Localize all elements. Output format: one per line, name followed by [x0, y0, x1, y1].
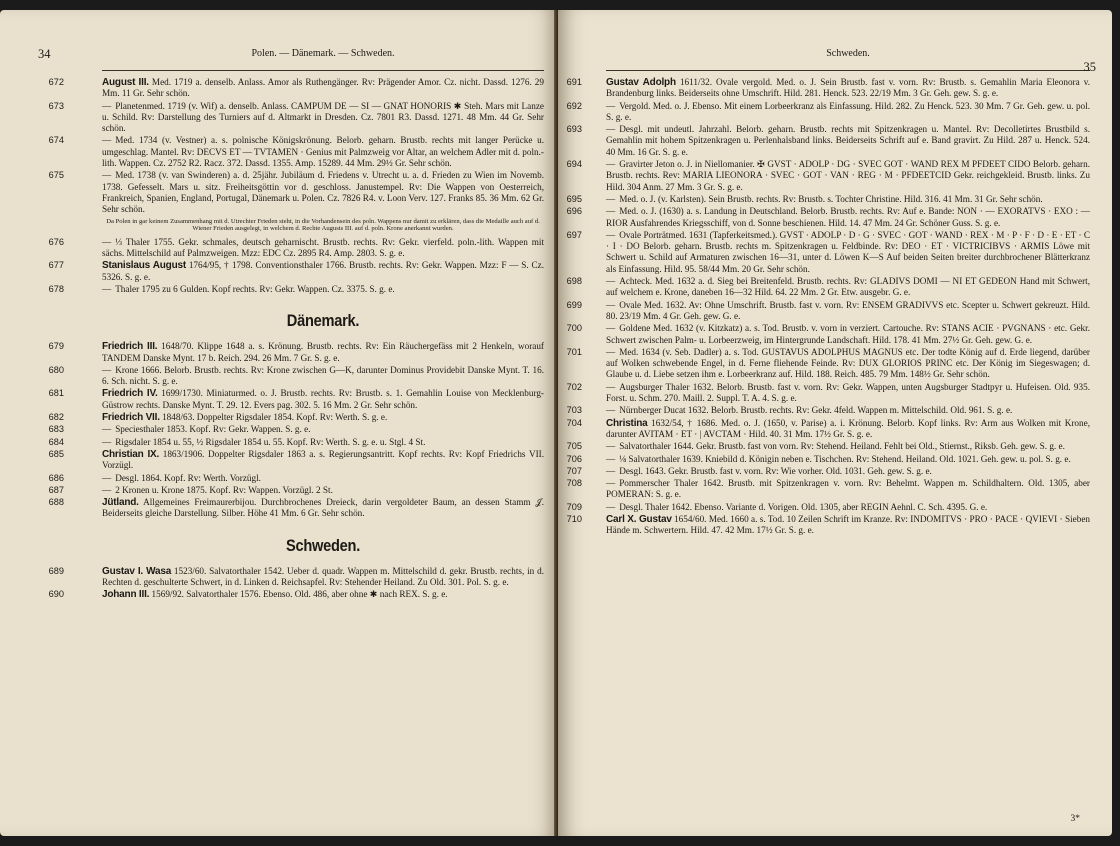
ditto-dash: —: [606, 124, 616, 135]
entry-text: Med. 1738 (v. van Swinderen) a. d. 25jähr. Jubiläum d. Friedens v. Utrecht u. a. d. Frieden zu Wien im Novemb. 1738. Gefesselt. Mars u. sitz. Freiheitsgöttin vor d. geschloss. Janustempel. Rv: Die Wappen von Oesterreich, Frankreich, Spanien, England, Portugal, Dänemark u. Polen. Cz. 7826 R4. v. Loon Verv. 127. Franks 85. 36 Mm. 62 Gr. Sehr schön.: [102, 170, 544, 215]
ditto-dash: —: [102, 472, 112, 483]
entry-number: 690: [48, 589, 64, 600]
ditto-dash: —: [606, 346, 616, 357]
catalog-entry: [566, 276, 1090, 299]
entry-number: 702: [566, 381, 582, 392]
entry-number: 678: [48, 283, 64, 294]
entry-number: 699: [566, 299, 582, 310]
ruler-name: Stanislaus August: [102, 260, 186, 272]
entry-number: 688: [48, 497, 64, 508]
section-heading-schweden: Schweden.: [285, 535, 361, 555]
entry-text: 1863/1906. Doppelter Rigsdaler 1863 a. s. Regierungsantritt. Kopf rechts. Rv: Kopf Friedrichs VII. Vorzügl.: [102, 448, 545, 471]
ditto-dash: —: [606, 441, 616, 452]
catalog-entry: [566, 501, 1090, 513]
ditto-dash: —: [606, 501, 616, 512]
entry-text: Med. 1634 (v. Seb. Dadler) a. s. Tod. GUSTAVUS ADOLPHUS MAGNUS etc. Der todte König auf d. Erde liegend, darüber auf Wolken schwebende Engel, in d. Ferne fliehende Feinde. Rv: DUX GLORIOS PRINC etc. Der König im Siegeswagen; d. Glaube u. d. Liebe setzen ihm e. Lorbeerkranz auf. Hild. 188. Reich. 485. 79 Mm. 148½ Gr. Sehr schön.: [606, 346, 1090, 380]
entry-text: 1632/54, † 1686. Med. o. J. (1650, v. Parise) a. i. Krönung. Belorb. Kopf links. Rv: Arm aus Wolken mit Krone, darunter AVITAM · ET · | AVCTAM · Hild. 40. 31 Mm. 17½ Gr. S. g. e.: [606, 417, 1090, 439]
catalog-entry: [566, 229, 1090, 275]
ruler-name: Jütland.: [102, 497, 139, 509]
ditto-dash: —: [102, 424, 112, 435]
catalog-entry: [48, 341, 544, 364]
catalog-entry: [48, 448, 545, 472]
entry-number: 705: [566, 441, 582, 452]
entry-text: Planetenmed. 1719 (v. Wif) a. denselb. Anlass. CAMPUM DE — SI — GNAT HONORIS ✱ Steh. Mars mit Lanze u. Schild. Rv: Darstellung des Turniers auf d. Altmarkt in Dresden. Cz. 7801 R3. Dassd. 1271. 48 Mm. 44 Gr. Sehr schön.: [102, 100, 544, 134]
catalog-entry: [48, 364, 544, 388]
catalog-entry: [566, 346, 1090, 381]
catalog-entry: [48, 412, 544, 424]
entry-list: [48, 341, 545, 519]
entry-text: Med. o. J. (1630) a. s. Landung in Deutschland. Belorb. Brustb. rechts. Rv: Auf e. Bande: NON · — EXORATVS · EXO : — RIOR Ausfahrendes Kriegsschiff, von d. Sonne beschienen. Hild. 14. 47 Mm. 24 Gr. Schöner Guss. S. g. e.: [606, 206, 1090, 228]
ruler-name: Gustav I. Wasa: [102, 565, 172, 577]
entry-number: 689: [48, 565, 64, 576]
entry-text: Ovale Porträtmed. 1631 (Tapferkeitsmed.). GVST · ADOLP · D · G · SVEC · GOT · WAND · REX · M · P · F · D · E · ET · C · I · DO Belorb. geharn. Brustb. rechts m. Spitzenkragen u. Feldbinde. Rv: DEO · ET · VICTRICIBVS · ARMIS Löwe mit Schwert u. Schild auf Armaturen zwischen 16—31, unter d. Löwen K—S Auf beiden Seiten breiter durchbrochener Blätterkranz als Einfassung. Hild. 95. 58/44 Mm. 20 Gr. Sehr schön.: [606, 229, 1090, 274]
entry-text: Speciesthaler 1853. Kopf. Rv: Gekr. Wappen. S. g. e.: [115, 424, 311, 435]
catalog-entry: [566, 193, 1090, 205]
right-page-number: 35: [1083, 60, 1096, 74]
catalog-entry: [48, 135, 544, 169]
catalog-entry: [48, 424, 544, 435]
header-rule: [606, 70, 1090, 71]
entry-text: Desgl. mit undeutl. Jahrzahl. Belorb. geharn. Brustb. rechts mit Spitzenkragen u. Mantel. Rv: Decolletirtes Brustbild s. Gemahlin mit hohem Spitzenkragen u. Perlenhalsband links. Beiderseits Schrift auf e. Band gravirt. Zu Hild. 287 u. Henck. 524. 40 Mm. 16 Gr. S. g. e.: [606, 124, 1090, 157]
catalog-entry: [566, 124, 1090, 158]
ditto-dash: —: [606, 100, 616, 111]
entry-number: 684: [48, 436, 64, 447]
entry-number: 704: [566, 417, 582, 428]
catalog-entry: [566, 323, 1090, 346]
entry-text: Desgl. 1643. Gekr. Brustb. fast v. vorn. Rv: Wie vorher. Old. 1031. Geh. gew. S. g. e.: [619, 465, 932, 476]
entry-number: 703: [566, 405, 582, 416]
ruler-name: Johann III.: [102, 589, 150, 601]
ditto-dash: —: [606, 276, 616, 287]
entry-number: 709: [566, 501, 582, 512]
catalog-entry: [48, 484, 544, 496]
catalog-entry: [566, 299, 1090, 323]
entry-number: 673: [48, 100, 64, 111]
ruler-name: Christian IX.: [102, 448, 160, 460]
catalog-entry: [48, 260, 545, 283]
catalog-entry: [48, 472, 544, 484]
entry-number: 691: [566, 77, 582, 87]
catalog-entry: [48, 565, 544, 589]
entry-text: Thaler 1795 zu 6 Gulden. Kopf rechts. Rv: Gekr. Wappen. Cz. 3375. S. g. e.: [115, 283, 395, 294]
catalog-entry: [566, 100, 1090, 124]
entry-number: 676: [48, 236, 64, 247]
catalog-entry: [566, 478, 1090, 501]
entry-text: Med. o. J. (v. Karlsten). Sein Brustb. rechts. Rv: Brustb. s. Tochter Christine. Hild. 316. 41 Mm. 31 Gr. Sehr schön.: [619, 193, 1043, 204]
entry-text: Desgl. 1864. Kopf. Rv: Werth. Vorzügl.: [115, 472, 261, 483]
catalog-entry: [48, 497, 544, 520]
entry-number: 672: [48, 77, 64, 87]
entry-number: 707: [566, 465, 582, 476]
catalog-entry: [566, 453, 1090, 465]
entry-number: 696: [566, 206, 582, 217]
ditto-dash: —: [102, 364, 112, 375]
ruler-name: Friedrich III.: [102, 341, 158, 353]
catalog-entry: [566, 206, 1090, 229]
entry-number: 701: [566, 346, 582, 357]
entry-text: Desgl. Thaler 1642. Ebenso. Variante d. Vorigen. Old. 1305, aber REGIN Aehnl. C. Sch. 4395. G. e.: [619, 501, 988, 512]
entry-text: Rigsdaler 1854 u. 55, ½ Rigsdaler 1854 u. 55. Kopf. Rv: Werth. S. g. e. u. Stgl. 4 St.: [115, 436, 426, 447]
entry-number: 687: [48, 484, 64, 495]
catalog-entry: [566, 465, 1090, 477]
ditto-dash: —: [606, 229, 616, 240]
catalog-entry: [566, 417, 1090, 441]
entry-number: 697: [566, 229, 582, 240]
entry-text: Achteck. Med. 1632 a. d. Sieg bei Breitenfeld. Brustb. rechts. Rv: GLADIVS DOMI — NI ET GEDEON Hand mit Schwert, auf welchem e. Krone, daneben 16—32 Hild. 64. 22 Mm. 2 Gr. Etw. ausgebr. G. e.: [606, 276, 1090, 298]
entry-text: 1569/92. Salvatorthaler 1576. Ebenso. Old. 486, aber ohne ✱ nach REX. S. g. e.: [151, 589, 448, 600]
entry-number: 695: [566, 193, 582, 204]
signature-mark: 3*: [1070, 814, 1080, 824]
entry-number: 683: [48, 424, 64, 435]
entry-number: 686: [48, 472, 64, 483]
ditto-dash: —: [606, 465, 616, 476]
entry-text: Augsburger Thaler 1632. Belorb. Brustb. fast v. vorn. Rv: Gekr. Wappen, unten Augsburger Stadtpyr u. Hufeisen. Old. 935. Forst. u. Schm. 270. Maill. 2. Suppl. T. A. 4. S. g. e.: [606, 381, 1090, 404]
catalog-entry: [48, 589, 544, 601]
entry-list: [566, 77, 1091, 537]
catalog-entry: [48, 100, 544, 135]
entry-number: 681: [48, 388, 64, 399]
entry-text: Salvatorthaler 1644. Gekr. Brustb. fast von vorn. Rv: Stehend. Heiland. Fehlt bei Old., Stiernst., Riksb. Geh. gew. S. g. e.: [619, 441, 1065, 452]
entry-number: 700: [566, 323, 582, 334]
entry-number: 710: [566, 513, 582, 524]
entry-text: ⅓ Thaler 1755. Gekr. schmales, deutsch geharnischt. Brustb. rechts. Rv: Gekr. vierfeld. poln.-lith. Wappen mit sächs. Mittelschild auf Palmzweigen. Mzz: EDC Cz. 2895 R4. Amp. 2803. S. g. e.: [102, 236, 544, 259]
ditto-dash: —: [102, 283, 112, 294]
footnote: Da Polen in gar keinem Zusammenhang mit d. Utrechter Frieden steht, in die Vorhandensein des poln. Wappens nur damit zu erklären, dass die Medaille auch auf d. Wiener Frieden ausgelegt, in welchem d. Rechte Augusts III. auf d. poln. Krone anerkannt wurden.: [106, 217, 540, 233]
catalog-entry: [48, 170, 544, 215]
entry-number: 677: [48, 260, 64, 271]
ditto-dash: —: [606, 323, 616, 334]
entry-list: [48, 77, 544, 216]
entry-text: Med. 1719 a. denselb. Anlass. Amor als Ruthengänger. Rv: Prägender Amor. Cz. nicht. Dassd. 1276. 29 Mm. 11 Gr. Sehr schön.: [102, 77, 544, 99]
entry-text: Med. 1734 (v. Vestner) a. s. polnische Königskrönung. Belorb. geharn. Brustb. rechts mit langer Perücke u. umgeschlag. Mantel. Rv: DECVS ET — TVTAMEN · Genius mit Palmzweig vor Altar, an welchem Adler mit d. poln.-lith. Wappen. Cz. 2752 R2. Racz. 372. Dassd. 1355. Amp. 15289. 44 Mm. 29½ Gr. Sehr schön.: [102, 135, 544, 169]
entry-number: 706: [566, 453, 582, 464]
catalog-entry: [566, 159, 1090, 193]
entry-list: [48, 565, 544, 601]
section-heading-danemark: Dänemark.: [286, 311, 360, 331]
entry-text: Pommerscher Thaler 1642. Brustb. mit Spitzenkragen v. vorn. Rv: Behelmt. Wappen m. Schildhaltern. Old. 1305, aber POMERAN: S. g. e.: [606, 478, 1090, 500]
catalog-entry: [566, 77, 1090, 100]
entry-text: Ovale Med. 1632. Av: Ohne Umschrift. Brustb. fast v. vorn. Rv: ENSEM GRADIVVS etc. Scepter u. Schwert gekreuzt. Hild. 80. 23/19 Mm. 4 Gr. Geh. gew. G. e.: [606, 299, 1090, 321]
entry-number: 693: [566, 124, 582, 135]
catalog-entry: [566, 513, 1091, 537]
ditto-dash: —: [606, 159, 616, 170]
entry-text: 1523/60. Salvatorthaler 1542. Ueber d. quadr. Wappen m. Mittelschild d. gekr. Brustb. rechts, in d. Rechten d. geschulterte Schwert, in d. Linken d. Reichsapfel. Rv: Stehender Heiland. Zu Old. 301. Pol. S. g. e.: [102, 565, 544, 587]
ditto-dash: —: [102, 135, 112, 146]
ruler-name: Christina: [606, 417, 648, 429]
ditto-dash: —: [606, 453, 616, 464]
ruler-name: Friedrich IV.: [102, 388, 158, 400]
entry-number: 685: [48, 448, 64, 459]
entry-number: 682: [48, 412, 64, 423]
ditto-dash: —: [606, 478, 616, 489]
ruler-name: Gustav Adolph: [606, 77, 676, 88]
ditto-dash: —: [606, 405, 616, 416]
ditto-dash: —: [102, 100, 112, 111]
entry-number: 698: [566, 276, 582, 287]
catalog-entry: [566, 381, 1090, 405]
entry-number: 675: [48, 170, 64, 181]
catalog-entry: [566, 441, 1090, 452]
entry-text: 1654/60. Med. 1660 a. s. Tod. 10 Zeilen Schrift im Kranze. Rv: INDOMITVS · PRO · PACE · QVIEVI · Sieben Hände m. Schwertern. Hild. 47. 42 Mm. 17½ Gr. S. g. e.: [606, 513, 1091, 536]
entry-text: 1648/70. Klippe 1648 a. s. Krönung. Brustb. rechts. Rv: Ein Räuchergefäss mit 2 Henkeln, worauf TANDEM Danske Mynt. 17 b. Reich. 294. 26 Mm. 7 Gr. S. g. e.: [102, 341, 544, 363]
entry-text: Nürnberger Ducat 1632. Belorb. Brustb. rechts. Rv: Gekr. 4feld. Wappen m. Mittelschild. Old. 961. S. g. e.: [619, 405, 1013, 416]
catalog-entry: [48, 77, 544, 100]
left-running-head: [38, 47, 544, 66]
entry-text: Vergold. Med. o. J. Ebenso. Mit einem Lorbeerkranz als Einfassung. Hild. 282. Zu Henck. 523. 30 Mm. 7 Gr. Geh. gew. u. pol. S. g. e.: [606, 100, 1090, 122]
entry-text: ⅛ Salvatorthaler 1639. Kniebild d. Königin neben e. Tischchen. Rv: Stehend. Heiland. Old. 1021. Geh. gew. u. pol. S. g. e.: [619, 453, 1071, 464]
entry-number: 679: [48, 341, 64, 352]
entry-text: 1764/95, † 1798. Conventionsthaler 1766. Brustb. rechts. Rv: Gekr. Wappen. Mzz: F — S. Cz. 5326. S. g. e.: [102, 260, 545, 282]
ruler-name: Carl X. Gustav: [606, 513, 672, 525]
entry-list: [48, 236, 545, 295]
right-running-title: Schweden.: [826, 48, 870, 59]
ditto-dash: —: [102, 236, 112, 247]
catalog-entry: [48, 236, 544, 260]
entry-text: 1848/63. Doppelter Rigsdaler 1854. Kopf. Rv: Werth. S. g. e.: [162, 412, 388, 423]
catalog-entry: [48, 436, 544, 448]
entry-text: 1699/1730. Miniaturmed. o. J. Brustb. rechts. Rv: Brustb. s. 1. Gemahlin Louise von Mecklenburg-Güstrow rechts. Danske Mynt. T. 29. 12. Evers pag. 302. 5. 16 Mm. 2 Gr. Sehr schön.: [102, 388, 544, 410]
ditto-dash: —: [606, 193, 616, 204]
entry-number: 680: [48, 364, 64, 375]
ditto-dash: —: [102, 170, 112, 181]
entry-number: 692: [566, 100, 582, 111]
entry-text: 1611/32. Ovale vergold. Med. o. J. Sein Brustb. fast v. vorn. Rv: Brustb. s. Gemahlin Maria Eleonora v. Brandenburg links. Beiderseits ohne Umschrift. Hild. 281. Henck. 523. 22/19 Mm. 3 Gr. Geh. gew. S. g. e.: [606, 77, 1090, 99]
right-running-head: [606, 48, 1096, 74]
right-page: [558, 10, 1112, 836]
entry-number: 694: [566, 159, 582, 170]
ditto-dash: —: [102, 484, 112, 495]
entry-text: 2 Kronen u. Krone 1875. Kopf. Rv: Wappen. Vorzügl. 2 St.: [115, 484, 333, 495]
ditto-dash: —: [606, 206, 616, 217]
left-page: [0, 10, 558, 836]
catalog-entry: [48, 388, 544, 411]
entry-text: Krone 1666. Belorb. Brustb. rechts. Rv: Krone zwischen G—K, darunter Dominus Providebit Danske Mynt. T. 16. 6. Sch. nicht. S. g. e.: [102, 364, 544, 387]
header-rule: [102, 70, 544, 71]
ruler-name: Friedrich VII.: [102, 412, 160, 424]
entry-text: Gravirter Jeton o. J. in Niellomanier. ✠ GVST · ADOLP · DG · SVEC GOT · WAND REX M PFDEET CIDO Belorb. geharn. Brustb. rechts. Rev: MARIA LIEONORA · SVEC · GOT · VAN · REG · M · PFDEETCID Gekr. reichgekleid. Brustb. links. Zu Hild. 304 Anm. 27 Mm. 3 Gr. S. g. e.: [606, 159, 1090, 192]
ditto-dash: —: [606, 299, 616, 310]
entry-text: Allgemeines Freimaurerbijou. Durchbrochenes Dreieck, darin vergoldeter Baum, an dessen Stamm 𝒥. Beiderseits gleiche Darstellung. Silber. Höhe 41 Mm. 6 Gr. Sehr schön.: [102, 497, 544, 519]
entry-number: 674: [48, 135, 64, 146]
ditto-dash: —: [102, 436, 112, 447]
catalog-entry: [48, 283, 544, 295]
ruler-name: August III.: [102, 77, 149, 88]
left-page-number: 34: [38, 47, 51, 61]
ditto-dash: —: [606, 381, 616, 392]
entry-number: 708: [566, 478, 582, 489]
entry-text: Goldene Med. 1632 (v. Kitzkatz) a. s. Tod. Brustb. v. vorn in verziert. Cartouche. Rv: STANS ACIE · PVGNANS · etc. Gekr. Schwert zwischen Palm- u. Lorbeerzweig, im Hintergrunde Landschaft. Hild. 178. 41 Mm. 27½ Gr. Geh. gew. G. e.: [606, 323, 1090, 345]
left-running-title: Polen. — Dänemark. — Schweden.: [251, 48, 395, 59]
catalog-entry: [566, 405, 1090, 416]
